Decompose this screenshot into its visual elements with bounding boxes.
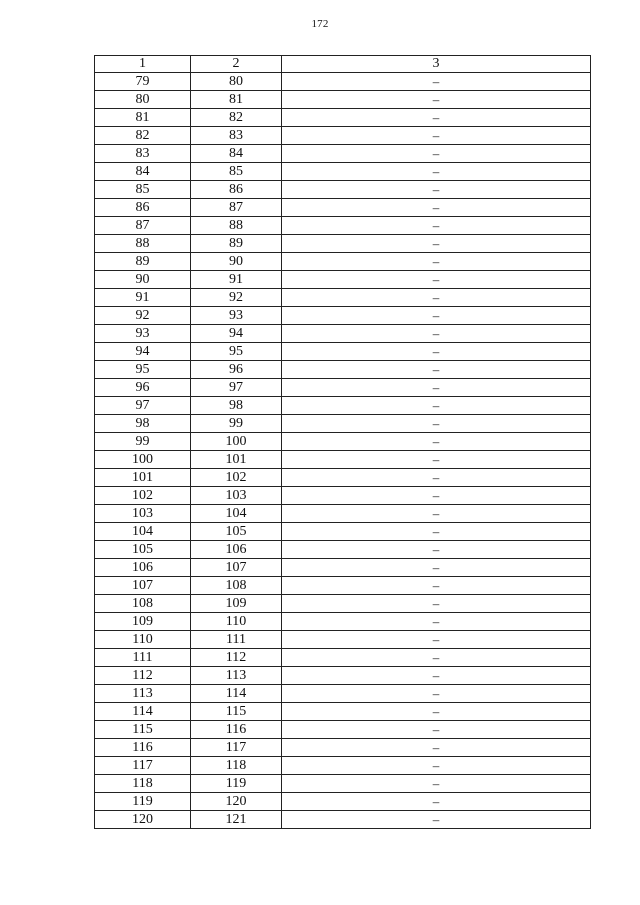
table-body [95,73,591,829]
table-cell-col-2: 87 [191,199,282,217]
table-cell-col-3: – [282,289,591,307]
table-cell-col-3: – [282,487,591,505]
data-table [94,55,591,829]
table-cell-col-3: – [282,703,591,721]
table-row [95,91,591,109]
table-row [95,811,591,829]
table-cell-col-1: 86 [95,199,191,217]
table-row [95,613,591,631]
table-cell-col-1: 104 [95,523,191,541]
column-header-2: 2 [191,56,282,73]
table-cell-col-2: 88 [191,217,282,235]
table-row [95,559,591,577]
table-row [95,253,591,271]
table-cell-col-2: 90 [191,253,282,271]
table-row [95,685,591,703]
table-cell-col-3: – [282,793,591,811]
table-cell-col-3: – [282,595,591,613]
table-cell-col-3: – [282,649,591,667]
table-cell-col-3: – [282,343,591,361]
table-cell-col-2: 111 [191,631,282,649]
table-cell-col-3: – [282,559,591,577]
table-row [95,451,591,469]
table-cell-col-3: – [282,361,591,379]
table-cell-col-2: 81 [191,91,282,109]
table-cell-col-1: 103 [95,505,191,523]
table-row [95,145,591,163]
table-row [95,73,591,91]
table-row [95,595,591,613]
table-cell-col-3: – [282,451,591,469]
table-cell-col-2: 82 [191,109,282,127]
table-cell-col-3: – [282,433,591,451]
table-cell-col-1: 110 [95,631,191,649]
table-row [95,793,591,811]
table-cell-col-1: 93 [95,325,191,343]
table-cell-col-3: – [282,721,591,739]
table-cell-col-2: 106 [191,541,282,559]
table-cell-col-3: – [282,667,591,685]
table-row [95,163,591,181]
table-cell-col-1: 108 [95,595,191,613]
page-number: 172 [311,18,329,30]
table-cell-col-1: 102 [95,487,191,505]
table-cell-col-3: – [282,631,591,649]
table-cell-col-2: 89 [191,235,282,253]
table-row [95,343,591,361]
table-cell-col-1: 107 [95,577,191,595]
table-row [95,757,591,775]
table-cell-col-3: – [282,811,591,829]
table-row [95,325,591,343]
table-cell-col-1: 97 [95,397,191,415]
table-cell-col-2: 102 [191,469,282,487]
table-cell-col-2: 80 [191,73,282,91]
table-cell-col-3: – [282,73,591,91]
table-cell-col-2: 104 [191,505,282,523]
table-row [95,127,591,145]
table-cell-col-1: 114 [95,703,191,721]
table-cell-col-3: – [282,613,591,631]
table-row [95,181,591,199]
table-cell-col-1: 91 [95,289,191,307]
table-cell-col-2: 96 [191,361,282,379]
table-cell-col-1: 112 [95,667,191,685]
table-row [95,541,591,559]
table-row [95,415,591,433]
table-cell-col-3: – [282,199,591,217]
table-row [95,109,591,127]
table-row [95,703,591,721]
table-cell-col-3: – [282,757,591,775]
table-row [95,523,591,541]
table-row [95,397,591,415]
table-cell-col-3: – [282,325,591,343]
table-row [95,775,591,793]
table-row [95,631,591,649]
table-cell-col-2: 117 [191,739,282,757]
table-cell-col-3: – [282,253,591,271]
table-cell-col-2: 108 [191,577,282,595]
table-cell-col-1: 120 [95,811,191,829]
table-cell-col-3: – [282,415,591,433]
table-header [95,56,591,73]
table-cell-col-2: 112 [191,649,282,667]
column-header-1: 1 [95,56,191,73]
table-cell-col-1: 88 [95,235,191,253]
table-cell-col-3: – [282,217,591,235]
table-cell-col-2: 101 [191,451,282,469]
table-row [95,307,591,325]
table-cell-col-1: 106 [95,559,191,577]
header-row [95,56,591,73]
table-cell-col-1: 100 [95,451,191,469]
table-cell-col-1: 101 [95,469,191,487]
table-cell-col-3: – [282,775,591,793]
table-cell-col-3: – [282,523,591,541]
table-cell-col-1: 94 [95,343,191,361]
table-row [95,235,591,253]
table-cell-col-1: 81 [95,109,191,127]
table-row [95,289,591,307]
table-cell-col-1: 116 [95,739,191,757]
table-cell-col-1: 92 [95,307,191,325]
table-cell-col-3: – [282,163,591,181]
table-row [95,433,591,451]
table-cell-col-3: – [282,91,591,109]
table-cell-col-3: – [282,397,591,415]
table-cell-col-1: 113 [95,685,191,703]
table-row [95,667,591,685]
table-cell-col-2: 107 [191,559,282,577]
table-cell-col-1: 95 [95,361,191,379]
table-cell-col-2: 115 [191,703,282,721]
table-cell-col-1: 115 [95,721,191,739]
table-cell-col-2: 84 [191,145,282,163]
table-cell-col-3: – [282,307,591,325]
table-row [95,271,591,289]
table-cell-col-1: 99 [95,433,191,451]
table-cell-col-1: 119 [95,793,191,811]
table-cell-col-1: 90 [95,271,191,289]
data-table-container [94,55,590,829]
table-cell-col-3: – [282,541,591,559]
table-cell-col-1: 84 [95,163,191,181]
table-cell-col-2: 114 [191,685,282,703]
table-cell-col-1: 85 [95,181,191,199]
table-row [95,469,591,487]
table-row [95,721,591,739]
table-row [95,379,591,397]
table-cell-col-2: 95 [191,343,282,361]
table-cell-col-2: 99 [191,415,282,433]
table-row [95,739,591,757]
table-cell-col-2: 113 [191,667,282,685]
table-cell-col-2: 110 [191,613,282,631]
table-cell-col-2: 109 [191,595,282,613]
table-cell-col-3: – [282,685,591,703]
table-row [95,199,591,217]
table-cell-col-2: 121 [191,811,282,829]
table-row [95,505,591,523]
table-cell-col-1: 118 [95,775,191,793]
table-cell-col-2: 118 [191,757,282,775]
table-cell-col-2: 119 [191,775,282,793]
table-cell-col-3: – [282,181,591,199]
table-cell-col-1: 111 [95,649,191,667]
table-row [95,577,591,595]
table-cell-col-1: 96 [95,379,191,397]
table-cell-col-2: 120 [191,793,282,811]
table-cell-col-2: 97 [191,379,282,397]
table-cell-col-1: 80 [95,91,191,109]
table-cell-col-3: – [282,469,591,487]
table-cell-col-1: 117 [95,757,191,775]
table-cell-col-1: 82 [95,127,191,145]
table-cell-col-2: 85 [191,163,282,181]
table-cell-col-2: 86 [191,181,282,199]
table-cell-col-2: 100 [191,433,282,451]
table-cell-col-2: 98 [191,397,282,415]
table-row [95,361,591,379]
table-cell-col-2: 103 [191,487,282,505]
table-cell-col-2: 83 [191,127,282,145]
table-cell-col-2: 94 [191,325,282,343]
table-row [95,217,591,235]
table-cell-col-3: – [282,505,591,523]
table-cell-col-3: – [282,109,591,127]
column-header-3: 3 [282,56,591,73]
table-cell-col-1: 87 [95,217,191,235]
table-cell-col-1: 79 [95,73,191,91]
table-cell-col-1: 109 [95,613,191,631]
table-cell-col-1: 98 [95,415,191,433]
table-cell-col-3: – [282,145,591,163]
table-cell-col-2: 105 [191,523,282,541]
table-cell-col-3: – [282,235,591,253]
table-cell-col-3: – [282,379,591,397]
table-cell-col-3: – [282,739,591,757]
table-cell-col-2: 116 [191,721,282,739]
table-cell-col-1: 83 [95,145,191,163]
table-cell-col-2: 92 [191,289,282,307]
table-cell-col-1: 105 [95,541,191,559]
table-cell-col-3: – [282,127,591,145]
table-cell-col-2: 93 [191,307,282,325]
table-cell-col-2: 91 [191,271,282,289]
table-cell-col-1: 89 [95,253,191,271]
table-row [95,649,591,667]
table-cell-col-3: – [282,271,591,289]
table-cell-col-3: – [282,577,591,595]
table-row [95,487,591,505]
